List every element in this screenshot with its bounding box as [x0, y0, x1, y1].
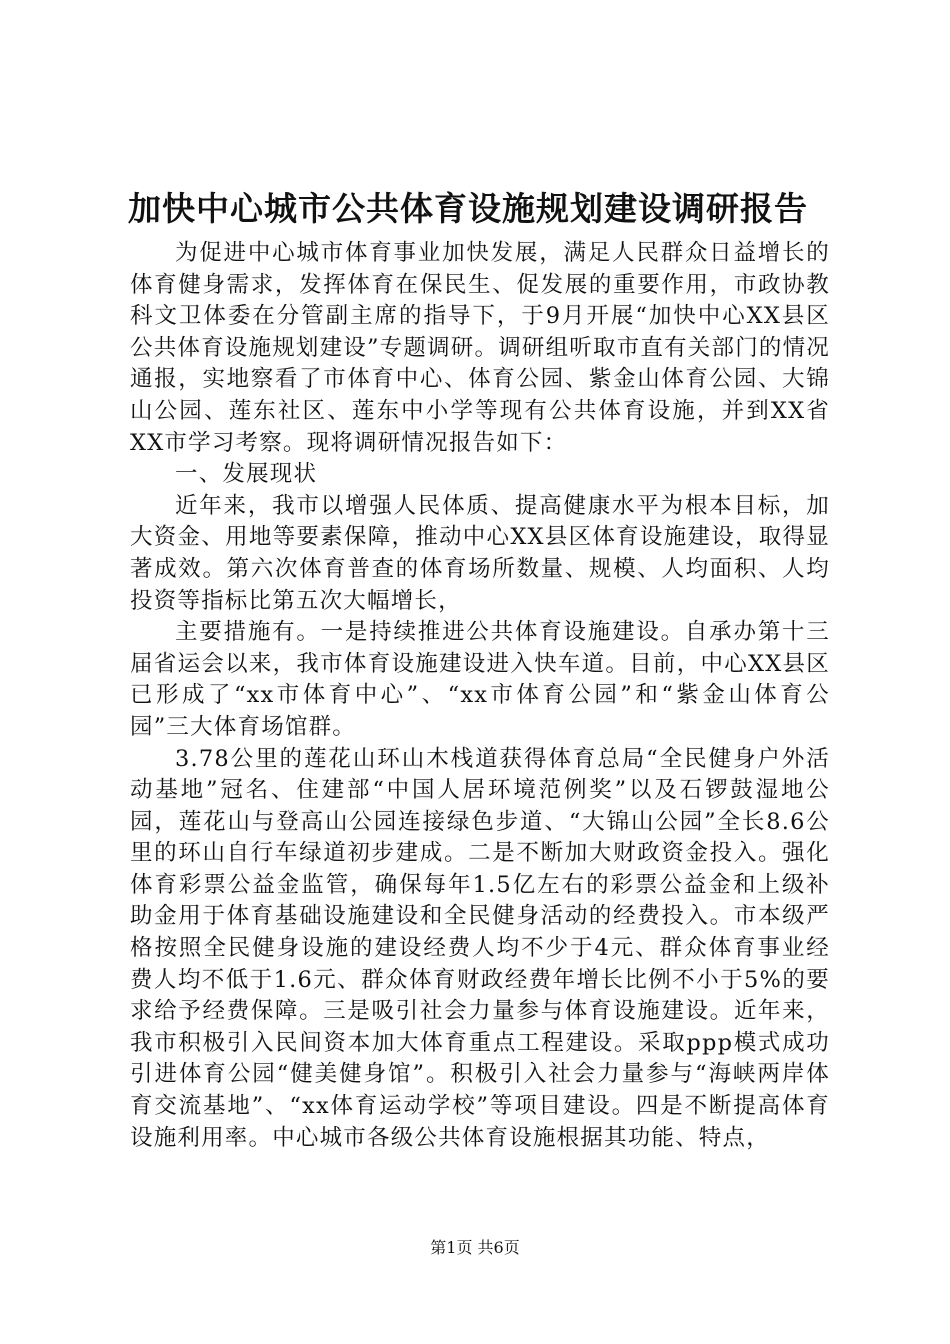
section-heading-development-status: 一、发展现状	[175, 461, 318, 488]
paragraph-main-measures: 主要措施有。一是持续推进公共体育设施建设。自承办第十三届省运会以来，我市体育设施建设进入快车道。目前，中心XX县区已形成了“xx市体育中心”、“xx市体育公园”和“紫金山体育公园”三大体育场馆群。	[130, 619, 830, 740]
paragraph-details: 3.78公里的莲花山环山木栈道获得体育总局“全民健身户外活动基地”冠名、住建部“中国人居环境范例奖”以及石锣鼓湿地公园，莲花山与登高山公园连接绿色步道、“大锦山公园”全长8.6公里的环山自行车绿道初步建成。二是不断加大财政资金投入。强化体育彩票公益金监管，确保每年1.5亿左右的彩票公益金和上级补助金用于体育基础设施建设和全民健身活动的经费投入。市本级严格按照全民健身设施的建设经费人均不少于4元、群众体育事业经费人均不低于1.6元、群众体育财政经费年增长比例不小于5%的要求给予经费保障。三是吸引社会力量参与体育设施建设。近年来，我市积极引入民间资本加大体育重点工程建设。采取ppp模式成功引进体育公园“健美健身馆”。积极引入社会力量参与“海峡两岸体育交流基地”、“xx体育运动学校”等项目建设。四是不断提高体育设施利用率。中心城市各级公共体育设施根据其功能、特点，	[130, 745, 830, 1151]
document-title: 加快中心城市公共体育设施规划建设调研报告	[128, 189, 808, 228]
paragraph-recent-years: 近年来，我市以增强人民体质、提高健康水平为根本目标，加大资金、用地等要素保障，推动中心XX县区体育设施建设，取得显著成效。第六次体育普查的体育场所数量、规模、人均面积、人均投资等指标比第五次大幅增长，	[130, 492, 830, 614]
page-footer: 第1页 共6页	[430, 1238, 520, 1257]
document-body	[130, 238, 830, 1154]
paragraph-intro: 为促进中心城市体育事业加快发展，满足人民群众日益增长的体育健身需求，发挥体育在保民生、促发展的重要作用，市政协教科文卫体委在分管副主席的指导下，于9月开展“加快中心XX县区公共体育设施规划建设”专题调研。调研组听取市直有关部门的情况通报，实地察看了市体育中心、体育公园、紫金山体育公园、大锦山公园、莲东社区、莲东中小学等现有公共体育设施，并到XX省XX市学习考察。现将调研情况报告如下：	[130, 240, 831, 456]
